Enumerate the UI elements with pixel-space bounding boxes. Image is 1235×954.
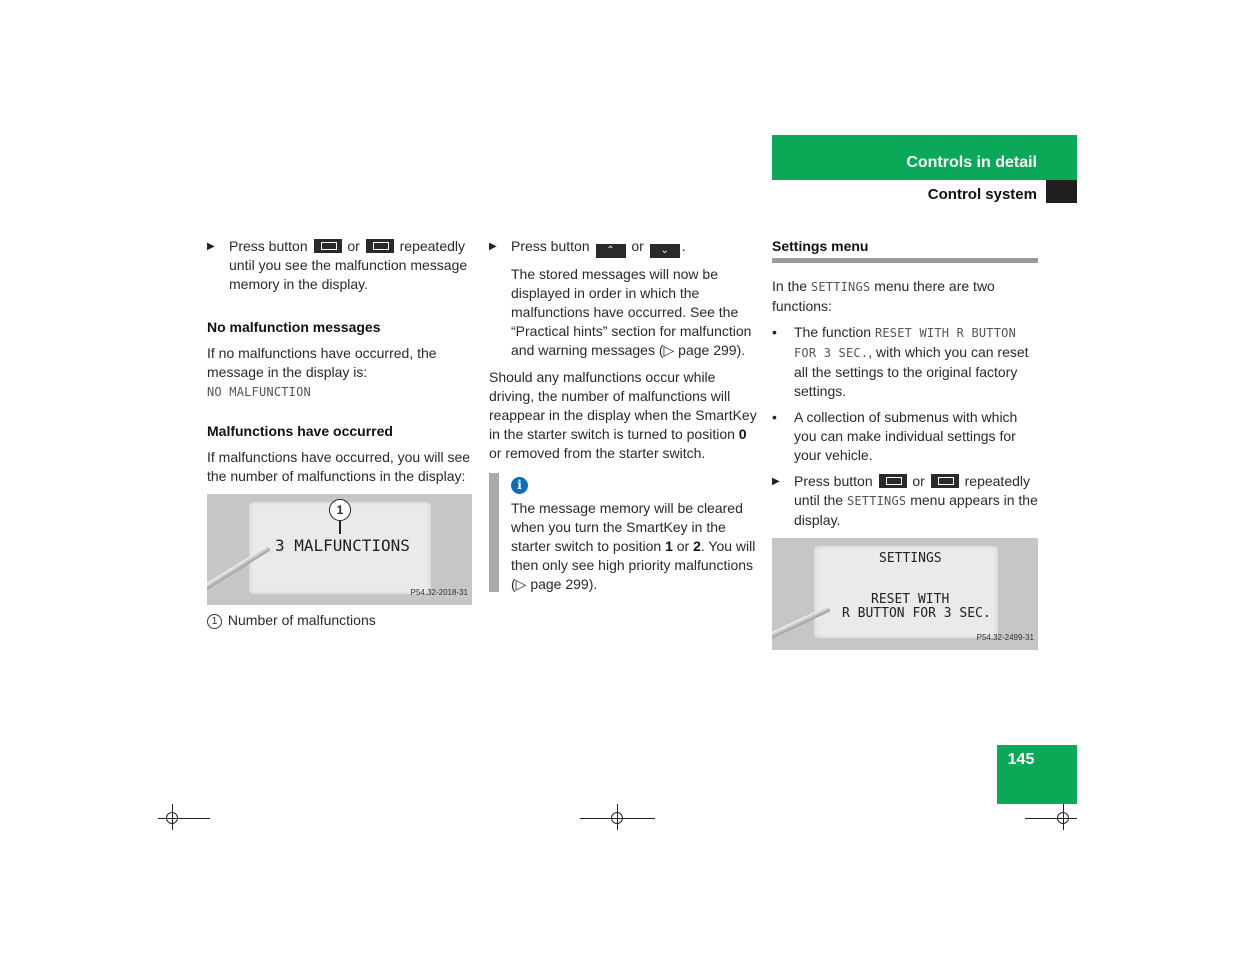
note-bar [489, 473, 499, 592]
column-middle [489, 237, 757, 594]
step-arrow-icon: ▶ [207, 241, 215, 252]
settings-display-illustration [772, 538, 1038, 650]
column-right [772, 237, 1038, 650]
figure-code: P54.32-2499-31 [976, 633, 1034, 642]
subsection-title: Control system [927, 186, 1037, 203]
step-arrow-icon: ▶ [489, 241, 497, 252]
callout-circle: 1 [329, 499, 351, 521]
display-button-icon [931, 474, 959, 488]
paragraph: If malfunctions have occurred, you will see the number of malfunctions in the display: [207, 449, 471, 484]
display-button-icon [366, 239, 394, 253]
paragraph: Should any malfunctions occur while driving, the number of malfunctions will reappear in the display when the SmartKey in the starter switch is turned to position 0 or removed from the starter switch. [489, 369, 757, 461]
lcd-text: 3 MALFUNCTIONS [275, 536, 410, 555]
lcd-line: RESET WITH [871, 592, 950, 607]
display-button-icon [879, 474, 907, 488]
display-message: NO MALFUNCTION [207, 385, 311, 399]
step-arrow-icon: ▶ [772, 476, 780, 487]
down-button-icon: ⌄ [650, 244, 680, 258]
heading-no-malfunctions: No malfunction messages [207, 319, 381, 335]
info-icon: i [511, 477, 528, 494]
instruction-step: ▶ Press button or repeatedly until the SETTINGS menu appears in the display. [772, 473, 1038, 528]
list-item: • The function RESET WITH R BUTTON FOR 3 SEC., with which you can reset all the settings to the original factory settings. [772, 324, 1029, 399]
paragraph: The stored messages will now be displayed in order in which the malfunctions have occurred. See the “Practical hints” section for malfunction and warning messages (▷ page 299). [511, 266, 752, 358]
legend-number: 1 [207, 614, 222, 629]
column-left [207, 237, 473, 630]
display-illustration [207, 494, 472, 605]
info-note: i The message memory will be cleared when you turn the SmartKey in the starter switch to position 1 or 2. You will then only see high priority malfunctions (▷ page 299). [489, 477, 757, 594]
list-item: • A collection of submenus with which you can make individual settings for your vehicle. [772, 409, 1018, 463]
up-button-icon: ⌃ [596, 244, 626, 258]
instruction-step: ▶ Press button or repeatedly until you see the malfunction message memory in the display. [207, 238, 468, 292]
figure-code: P54.32-2018-31 [410, 588, 468, 597]
section-title: Controls in detail [906, 154, 1037, 171]
display-button-icon [314, 239, 342, 253]
instruction-step: ▶ Press button ⌃ or ⌄ . [489, 238, 686, 256]
figure-legend: 1 Number of malfunctions [207, 611, 473, 630]
lcd-line: SETTINGS [879, 551, 942, 566]
paragraph: In the SETTINGS menu there are two functions: [772, 278, 995, 314]
lcd-line: R BUTTON FOR 3 SEC. [842, 606, 991, 621]
page-number: 145 [1007, 751, 1035, 768]
paragraph: If no malfunctions have occurred, the message in the display is: NO MALFUNCTION [207, 345, 437, 399]
heading-settings-menu: Settings menu [772, 237, 1038, 263]
heading-malfunctions-occurred: Malfunctions have occurred [207, 423, 393, 439]
header-marker [1046, 180, 1077, 203]
